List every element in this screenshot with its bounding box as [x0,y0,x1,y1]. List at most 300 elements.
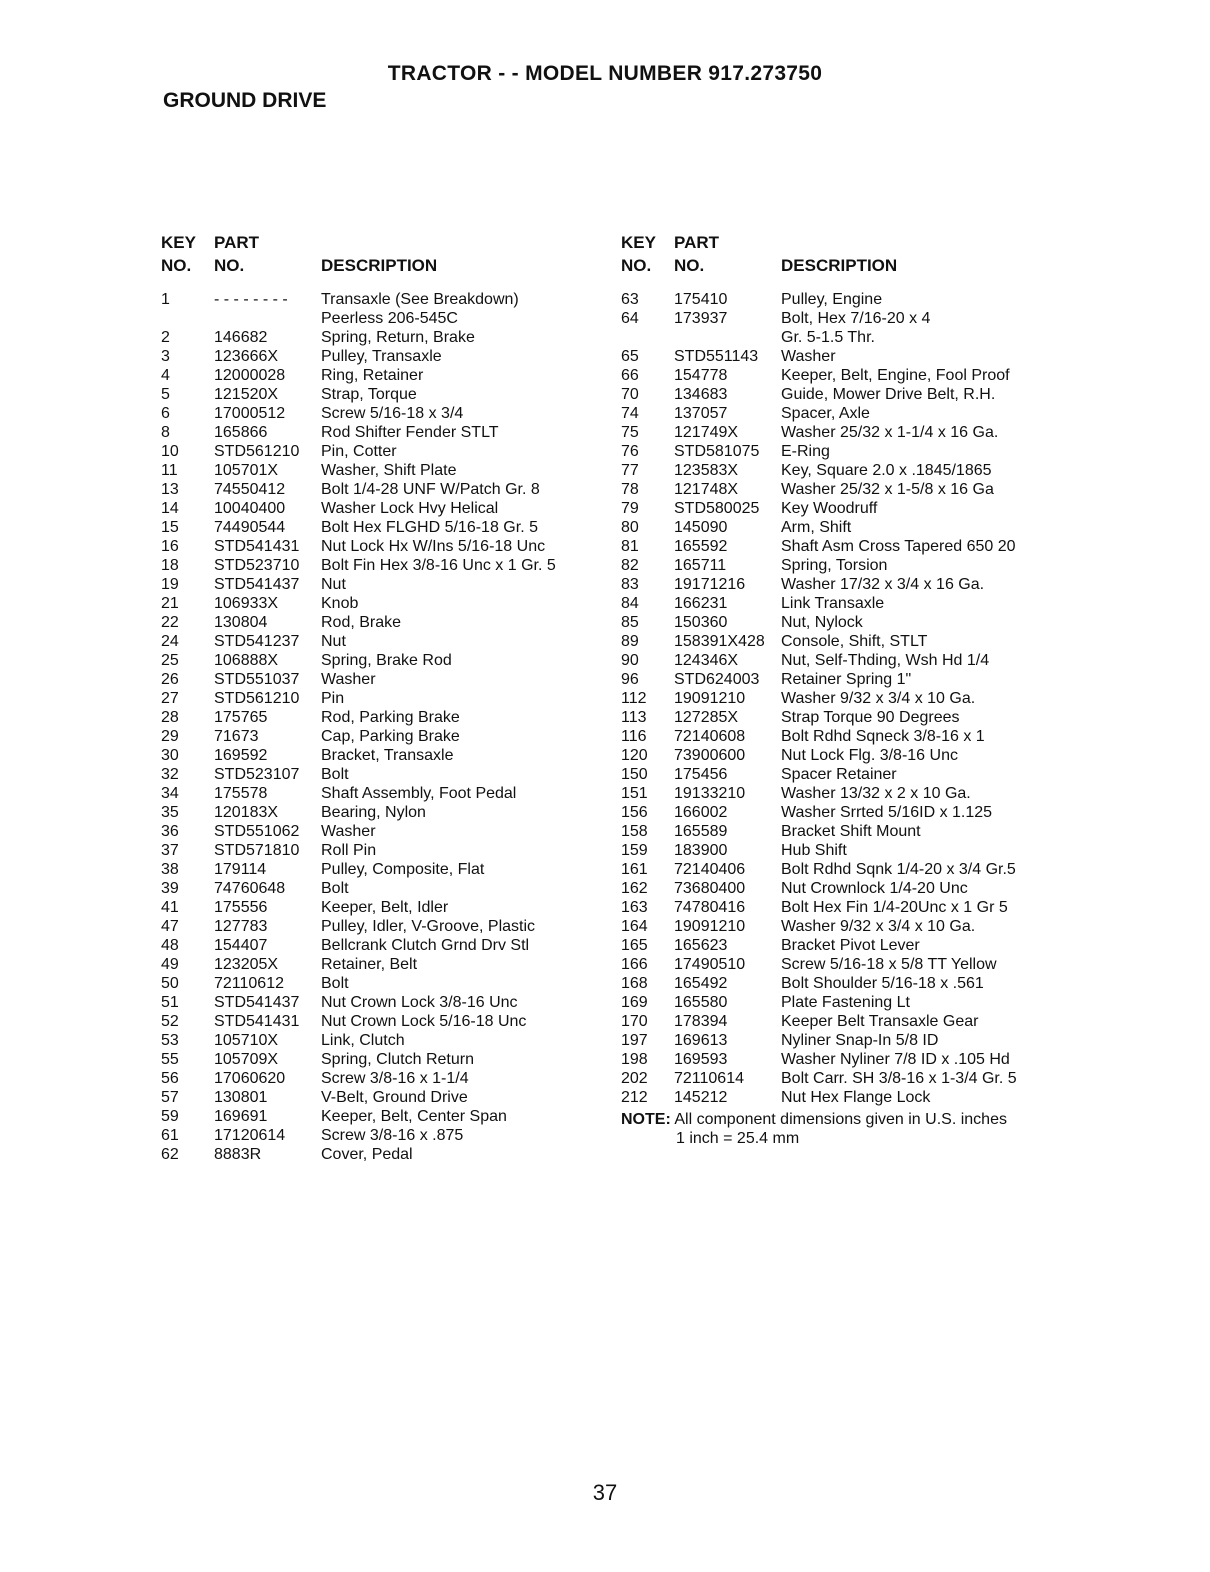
part-description: Washer [321,671,376,688]
key-number: 13 [161,481,179,498]
part-number: STD551037 [214,671,300,688]
part-number: 175765 [214,709,268,726]
part-description: Arm, Shift [781,519,852,536]
part-number: 165711 [674,557,727,574]
part-number: STD571810 [214,842,300,859]
part-description: Pin, Cotter [321,443,397,460]
key-number: 26 [161,671,179,688]
part-number: 72140406 [674,861,746,878]
part-description: Nut Lock Hx W/Ins 5/16-18 Unc [321,538,546,555]
key-number: 52 [161,1013,179,1030]
part-description: Screw 3/8-16 x .875 [321,1127,464,1144]
part-number: 169592 [214,747,268,764]
part-number: 74550412 [214,481,286,498]
key-number: 116 [621,728,647,745]
table-row [621,537,1061,556]
part-number: 134683 [674,386,728,403]
key-number: 48 [161,937,179,954]
table-row [161,461,601,480]
part-number: 19091210 [674,918,746,935]
part-description: Washer [781,348,836,365]
key-number: 18 [161,557,179,574]
table-row [161,518,601,537]
table-row [621,898,1061,917]
key-number: 5 [161,386,170,403]
note-text: All component dimensions given in U.S. inches [674,1111,1007,1128]
table-row [161,955,601,974]
table-row [161,442,601,461]
table-row [621,1088,1061,1107]
key-number: 65 [621,348,639,365]
part-number: 121520X [214,386,279,403]
parts-rows-left [161,290,601,1164]
key-number: 57 [161,1089,179,1106]
part-description: Washer Nyliner 7/8 ID x .105 Hd [781,1051,1010,1068]
part-number: STD541431 [214,538,300,555]
key-number: 96 [621,671,639,688]
part-number: 175456 [674,766,728,783]
part-number: STD541431 [214,1013,300,1030]
part-description: Nut [321,633,346,650]
table-row [621,423,1061,442]
key-number: 202 [621,1070,648,1087]
table-row [621,670,1061,689]
part-description: E-Ring [781,443,830,460]
key-number: 37 [161,842,179,859]
table-row [621,708,1061,727]
part-description: Keeper, Belt, Idler [321,899,449,916]
part-number: 8883R [214,1146,262,1163]
part-description: Bolt Rdhd Sqnk 1/4-20 x 3/4 Gr.5 [781,861,1016,878]
table-row [621,366,1061,385]
table-row [621,993,1061,1012]
part-number: 123205X [214,956,279,973]
part-description: Ring, Retainer [321,367,424,384]
key-number: 158 [621,823,648,840]
table-row [161,974,601,993]
key-number: 70 [621,386,639,403]
key-number: 85 [621,614,639,631]
table-row [161,556,601,575]
key-number: 162 [621,880,648,897]
key-number: 6 [161,405,170,422]
part-description: Nut Lock Flg. 3/8-16 Unc [781,747,958,764]
part-number: 17490510 [674,956,746,973]
dimension-note [621,1110,1061,1148]
part-description: Bolt Hex Fin 1/4-20Unc x 1 Gr 5 [781,899,1008,916]
table-row [621,822,1061,841]
key-number: 112 [621,690,647,707]
key-number: 11 [161,462,178,479]
key-number: 170 [621,1013,648,1030]
key-number: 113 [621,709,647,726]
part-description: Bolt Hex FLGHD 5/16-18 Gr. 5 [321,519,538,536]
key-number: 161 [621,861,648,878]
part-number: 175578 [214,785,268,802]
part-description: Plate Fastening Lt [781,994,910,1011]
part-description: Nut, Nylock [781,614,863,631]
key-number: 77 [621,462,639,479]
table-row [621,613,1061,632]
table-row [161,1126,601,1145]
table-row [621,765,1061,784]
part-description: Keeper, Belt, Engine, Fool Proof [781,367,1010,384]
key-number: 41 [161,899,179,916]
part-description: Pulley, Composite, Flat [321,861,485,878]
part-number: 146682 [214,329,268,346]
key-number: 66 [621,367,639,384]
part-description: Bolt [321,880,349,897]
part-number: 19133210 [674,785,746,802]
table-row [161,1088,601,1107]
table-row [161,689,601,708]
part-description: Spring, Return, Brake [321,329,475,346]
key-number: 1 [161,291,170,308]
part-number: 105710X [214,1032,279,1049]
key-number: 19 [161,576,179,593]
key-number: 39 [161,880,179,897]
note-label: NOTE: [621,1111,671,1128]
part-description: Transaxle (See Breakdown) [321,291,519,308]
table-row [161,385,601,404]
part-description: Bracket Shift Mount [781,823,921,840]
table-row [161,860,601,879]
parts-table-left [161,233,601,1164]
parts-rows-right [621,290,1061,1107]
key-number: 14 [161,500,179,517]
part-number: 73900600 [674,747,746,764]
table-row [621,1069,1061,1088]
table-row [161,879,601,898]
table-row [161,1145,601,1164]
key-number: 38 [161,861,179,878]
key-number: 61 [161,1127,179,1144]
parts-table-right [621,233,1061,1148]
table-row [621,1031,1061,1050]
key-number: 21 [161,595,179,612]
table-row [621,1012,1061,1031]
part-description: Bellcrank Clutch Grnd Drv Stl [321,937,530,954]
table-row [161,423,601,442]
table-row [161,822,601,841]
part-number: 105701X [214,462,279,479]
part-number: STD541437 [214,994,300,1011]
part-description: Nut [321,576,346,593]
part-number: 72110614 [674,1070,744,1087]
part-description: Nut Hex Flange Lock [781,1089,931,1106]
part-description: Screw 3/8-16 x 1-1/4 [321,1070,469,1087]
key-number: 150 [621,766,648,783]
key-number: 62 [161,1146,179,1163]
part-description: Bolt Shoulder 5/16-18 x .561 [781,975,984,992]
section-title: GROUND DRIVE [163,89,327,112]
part-number: 130804 [214,614,268,631]
part-description: Screw 5/16-18 x 5/8 TT Yellow [781,956,997,973]
part-description: Retainer, Belt [321,956,418,973]
part-number: STD551062 [214,823,300,840]
key-number: 76 [621,443,639,460]
header-part-line1: PART [674,233,720,252]
key-number: 28 [161,709,179,726]
part-number: 19171216 [674,576,746,593]
part-description: Strap Torque 90 Degrees [781,709,960,726]
part-number: 17120614 [214,1127,286,1144]
part-description: Cap, Parking Brake [321,728,460,745]
key-number: 64 [621,310,639,327]
table-row [161,746,601,765]
table-row [621,385,1061,404]
header-key-line1: KEY [161,233,196,252]
header-key-line2: NO. [161,256,192,275]
table-row [621,651,1061,670]
table-row [161,613,601,632]
table-row [161,670,601,689]
part-number: 166231 [674,595,728,612]
part-number: 120183X [214,804,279,821]
part-number: STD541437 [214,576,300,593]
table-row [621,746,1061,765]
table-row [621,290,1061,309]
header-part-line2: NO. [214,256,245,275]
table-row [161,404,601,423]
part-description: Roll Pin [321,842,377,859]
part-number: STD523107 [214,766,300,783]
part-number: 127783 [214,918,268,935]
part-description: Rod Shifter Fender STLT [321,424,499,441]
key-number: 163 [621,899,648,916]
note-conversion: 1 inch = 25.4 mm [676,1130,800,1147]
part-description: Console, Shift, STLT [781,633,928,650]
part-number: 154778 [674,367,728,384]
part-number: 169593 [674,1051,728,1068]
part-description: Pin [321,690,345,707]
table-row [161,727,601,746]
table-row [621,480,1061,499]
key-number: 55 [161,1051,179,1068]
table-row [621,689,1061,708]
key-number: 169 [621,994,648,1011]
part-description: Key, Square 2.0 x .1845/1865 [781,462,992,479]
part-number: STD561210 [214,690,300,707]
table-row [621,1050,1061,1069]
part-number: 165589 [674,823,728,840]
table-row [161,841,601,860]
header-key-line1: KEY [621,233,656,252]
part-description: Screw 5/16-18 x 3/4 [321,405,464,422]
key-number: 8 [161,424,170,441]
key-number: 32 [161,766,179,783]
part-description: Washer 9/32 x 3/4 x 10 Ga. [781,690,976,707]
part-description: Bolt 1/4-28 UNF W/Patch Gr. 8 [321,481,540,498]
part-number: 178394 [674,1013,728,1030]
part-number: STD551143 [674,348,759,365]
part-description: Washer, Shift Plate [321,462,457,479]
part-description: Washer 17/32 x 3/4 x 16 Ga. [781,576,985,593]
part-number: 74490544 [214,519,286,536]
part-number: STD523710 [214,557,300,574]
table-row [161,993,601,1012]
table-row [161,917,601,936]
part-description: Bracket Pivot Lever [781,937,920,954]
part-number: 154407 [214,937,268,954]
table-row [161,1107,601,1126]
key-number: 151 [621,785,648,802]
part-number: 127285X [674,709,739,726]
part-number: 123583X [674,462,739,479]
table-row [621,974,1061,993]
part-description: Peerless 206-545C [321,310,458,327]
key-number: 75 [621,424,639,441]
key-number: 63 [621,291,639,308]
table-row [161,632,601,651]
part-number: 74780416 [674,899,746,916]
part-description: Bolt Fin Hex 3/8-16 Unc x 1 Gr. 5 [321,557,556,574]
part-number: 137057 [674,405,728,422]
key-number: 27 [161,690,179,707]
key-number: 29 [161,728,179,745]
table-row [161,765,601,784]
part-number: 179114 [214,861,267,878]
part-description: Nut, Self-Thding, Wsh Hd 1/4 [781,652,990,669]
part-description: Link, Clutch [321,1032,405,1049]
part-number: 158391X428 [674,633,765,650]
key-number: 82 [621,557,639,574]
part-description: Hub Shift [781,842,847,859]
part-number: STD561210 [214,443,300,460]
part-description: Cover, Pedal [321,1146,413,1163]
header-part-line1: PART [214,233,260,252]
part-description: Washer 9/32 x 3/4 x 10 Ga. [781,918,976,935]
part-description: Gr. 5-1.5 Thr. [781,329,875,346]
table-row [161,366,601,385]
key-number: 120 [621,747,648,764]
key-number: 156 [621,804,648,821]
table-row [621,442,1061,461]
part-number: 165866 [214,424,268,441]
table-row [161,290,601,309]
part-description: Nut Crownlock 1/4-20 Unc [781,880,968,897]
part-number: 165592 [674,538,728,555]
table-row [161,651,601,670]
part-number: 173937 [674,310,728,327]
page-number: 37 [592,1480,618,1505]
table-row [621,955,1061,974]
key-number: 51 [161,994,179,1011]
key-number: 81 [621,538,639,555]
part-number: 71673 [214,728,259,745]
part-description: Spring, Clutch Return [321,1051,474,1068]
part-description: Nut Crown Lock 5/16-18 Unc [321,1013,527,1030]
table-row [621,936,1061,955]
part-number: 183900 [674,842,728,859]
header-key-line2: NO. [621,256,652,275]
key-number: 198 [621,1051,648,1068]
key-number: 35 [161,804,179,821]
part-description: Spring, Brake Rod [321,652,452,669]
part-description: Retainer Spring 1" [781,671,912,688]
part-number: 169691 [214,1108,268,1125]
part-number: 130801 [214,1089,268,1106]
table-row [161,480,601,499]
table-row [621,784,1061,803]
table-row [161,784,601,803]
part-description: Pulley, Engine [781,291,883,308]
key-number: 49 [161,956,179,973]
table-row [621,879,1061,898]
part-description: Pulley, Transaxle [321,348,442,365]
part-number: 165623 [674,937,728,954]
part-number: 175410 [674,291,728,308]
table-row [621,309,1061,328]
table-row [161,1012,601,1031]
key-number: 59 [161,1108,179,1125]
table-row [621,632,1061,651]
part-description: Rod, Brake [321,614,402,631]
table-header [161,233,601,285]
table-row [621,404,1061,423]
table-row [621,499,1061,518]
key-number: 22 [161,614,179,631]
table-row [161,1050,601,1069]
table-row [621,575,1061,594]
part-description: Bracket, Transaxle [321,747,454,764]
key-number: 78 [621,481,639,498]
part-number: 106933X [214,595,279,612]
part-description: Keeper Belt Transaxle Gear [781,1013,979,1030]
part-description: Washer 25/32 x 1-5/8 x 16 Ga [781,481,994,498]
table-row [621,518,1061,537]
part-description: Washer [321,823,376,840]
header-part-line2: NO. [674,256,705,275]
part-number: 10040400 [214,500,286,517]
part-description: Washer 25/32 x 1-1/4 x 16 Ga. [781,424,999,441]
part-number: 72110612 [214,975,284,992]
part-number: 106888X [214,652,279,669]
key-number: 3 [161,348,170,365]
key-number: 80 [621,519,639,536]
part-description: Washer 13/32 x 2 x 10 Ga. [781,785,971,802]
key-number: 30 [161,747,179,764]
key-number: 79 [621,500,639,517]
part-number: 74760648 [214,880,286,897]
key-number: 53 [161,1032,179,1049]
table-header [621,233,1061,285]
part-number: - - - - - - - - [214,291,288,308]
part-description: Guide, Mower Drive Belt, R.H. [781,386,996,403]
part-description: Bolt Rdhd Sqneck 3/8-16 x 1 [781,728,985,745]
part-description: V-Belt, Ground Drive [321,1089,468,1106]
part-number: 123666X [214,348,279,365]
part-number: STD580025 [674,500,760,517]
part-description: Link Transaxle [781,595,885,612]
key-number: 36 [161,823,179,840]
part-description: Washer Lock Hvy Helical [321,500,499,517]
part-number: 165492 [674,975,728,992]
key-number: 25 [161,652,179,669]
table-row [161,328,601,347]
key-number: 159 [621,842,648,859]
key-number: 56 [161,1070,179,1087]
part-description: Spring, Torsion [781,557,888,574]
table-row [161,499,601,518]
part-number: STD581075 [674,443,760,460]
key-number: 90 [621,652,639,669]
table-row [161,1031,601,1050]
table-row [621,803,1061,822]
table-row [161,594,601,613]
part-description: Keeper, Belt, Center Span [321,1108,507,1125]
part-description: Bolt Carr. SH 3/8-16 x 1-3/4 Gr. 5 [781,1070,1017,1087]
